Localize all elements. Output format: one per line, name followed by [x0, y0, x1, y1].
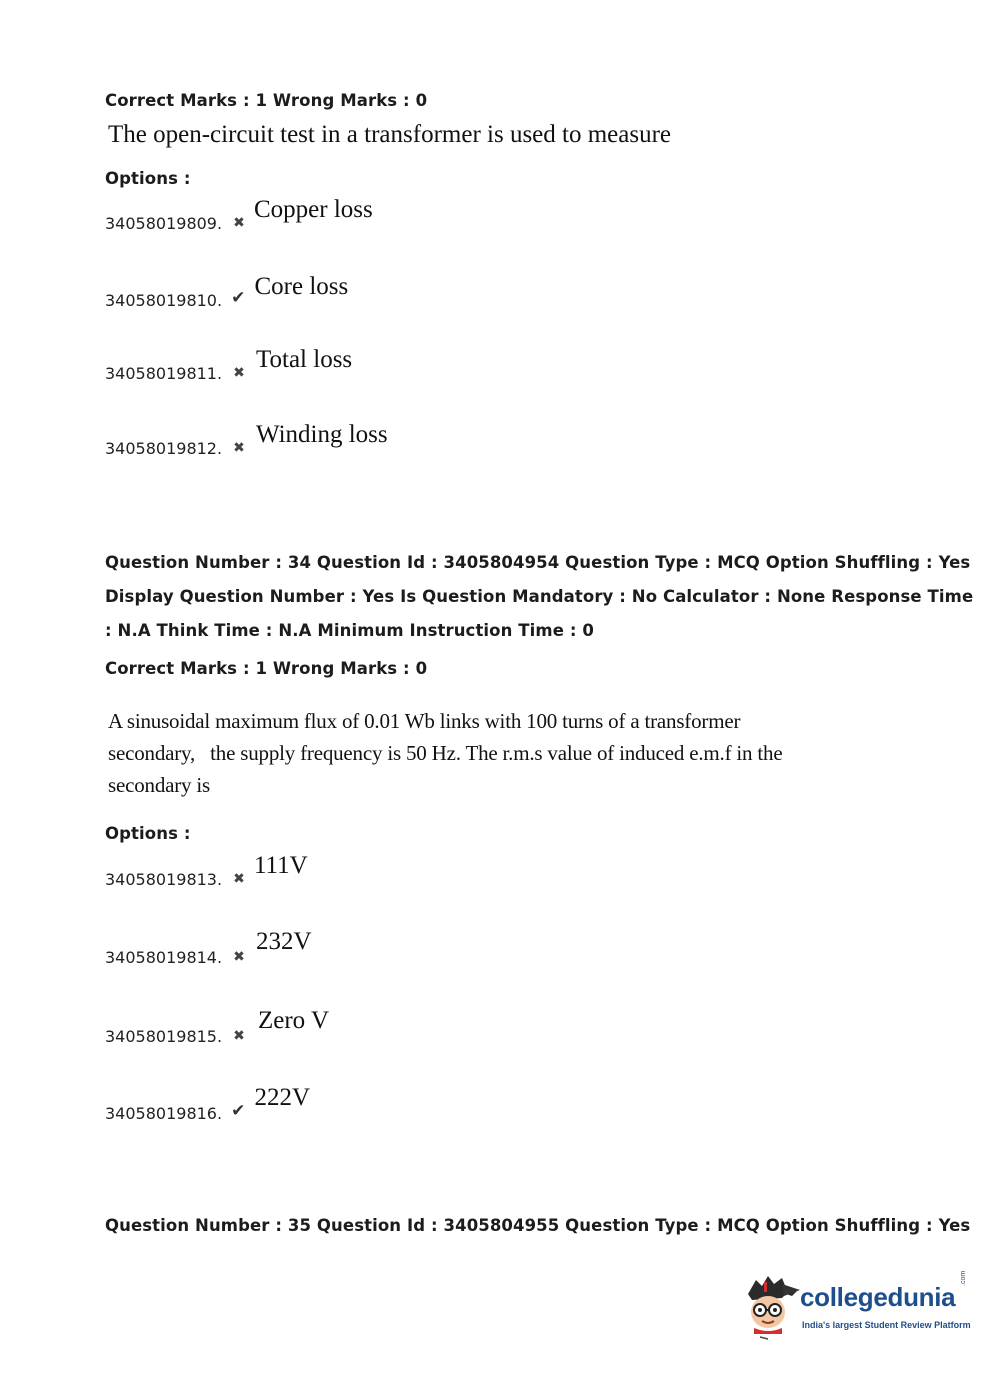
question-text: The open-circuit test in a transformer is used to measure — [108, 121, 672, 148]
option-text: Zero V — [257, 1007, 330, 1034]
option-id: 34058019809. — [105, 214, 223, 233]
marks-line: Correct Marks : 1 Wrong Marks : 0 — [105, 659, 428, 678]
logo-wordmark: collegedunia — [800, 1282, 956, 1312]
cross-icon: ✖ — [233, 871, 245, 887]
option-row — [105, 346, 353, 383]
cross-icon: ✖ — [233, 440, 245, 456]
option-id: 34058019812. — [105, 439, 223, 458]
option-text: 111V — [253, 852, 308, 879]
question-header: Display Question Number : Yes Is Question Mandatory : No Calculator : None Response Time — [105, 587, 974, 606]
options-label: Options : — [105, 169, 191, 188]
cross-icon: ✖ — [233, 949, 245, 965]
logo-com: .com — [960, 1270, 967, 1286]
question-line: A sinusoidal maximum flux of 0.01 Wb links with 100 turns of a transformer — [108, 709, 741, 733]
question-line: secondary, the supply frequency is 50 Hz. The r.m.s value of induced e.m.f in the — [108, 741, 783, 765]
option-id: 34058019811. — [105, 364, 223, 383]
option-id: 34058019810. — [105, 291, 223, 310]
question-header: : N.A Think Time : N.A Minimum Instruction Time : 0 — [105, 621, 594, 640]
collegedunia-logo — [742, 1270, 971, 1340]
option-id: 34058019816. — [105, 1104, 223, 1123]
options-label: Options : — [105, 824, 191, 843]
check-icon: ✔ — [231, 288, 246, 308]
option-text: Total loss — [255, 346, 353, 373]
option-id: 34058019814. — [105, 948, 223, 967]
option-row — [105, 852, 308, 889]
cross-icon: ✖ — [233, 215, 245, 231]
question-line: secondary is — [108, 773, 210, 797]
question-header: Question Number : 35 Question Id : 3405804955 Question Type : MCQ Option Shuffling : Yes — [105, 1216, 971, 1235]
mascot-icon — [742, 1272, 802, 1340]
option-id: 34058019815. — [105, 1027, 223, 1046]
logo-tagline: India's largest Student Review Platform — [802, 1320, 971, 1330]
question-header: Question Number : 34 Question Id : 3405804954 Question Type : MCQ Option Shuffling : Yes — [105, 553, 971, 572]
option-row — [105, 1084, 311, 1123]
option-text: 222V — [254, 1084, 311, 1111]
option-row — [105, 1007, 330, 1046]
option-row — [105, 928, 312, 967]
option-text: Winding loss — [255, 421, 388, 448]
cross-icon: ✖ — [233, 365, 245, 381]
option-text: 232V — [255, 928, 312, 955]
option-row — [105, 196, 373, 233]
option-row — [105, 421, 388, 458]
option-id: 34058019813. — [105, 870, 223, 889]
check-icon: ✔ — [231, 1101, 246, 1121]
question-text — [108, 705, 783, 801]
option-text: Copper loss — [253, 196, 373, 223]
cross-icon: ✖ — [233, 1028, 245, 1044]
option-text: Core loss — [254, 273, 349, 300]
option-row — [105, 273, 349, 310]
marks-line: Correct Marks : 1 Wrong Marks : 0 — [105, 91, 428, 110]
